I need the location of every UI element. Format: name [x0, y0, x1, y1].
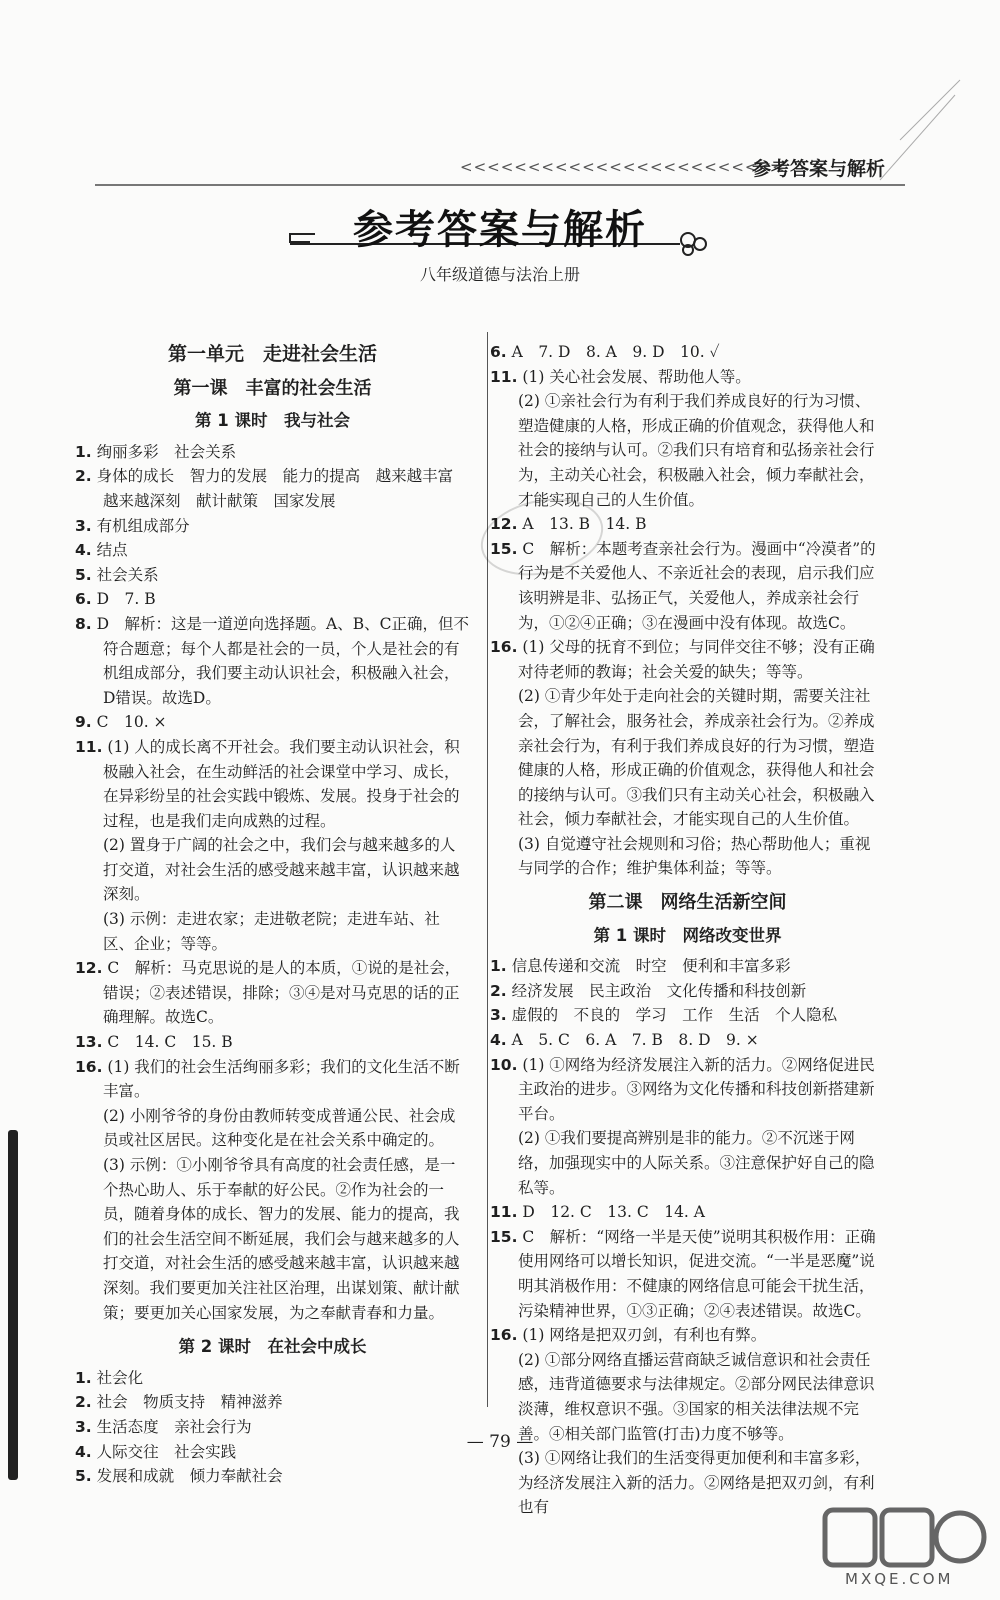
answer-text: C 解析：“网络一半是天使”说明其积极作用：正确使用网络可以增长知识，促进交流。“一半是恶魔”说明其消极作用：不健康的网络信息可能会干扰生活，污染精神世界，①③正确；②④表述错误。故选C。 [518, 1227, 876, 1320]
answer-number: 3. [75, 1417, 92, 1436]
answer-text: (1) 我们的社会生活绚丽多彩；我们的文化生活不断丰富。 [103, 1057, 460, 1101]
left-column [75, 340, 470, 1489]
answer-text: 身体的成长 智力的发展 能力的提高 越来越丰富 越来越深刻 献计献策 国家发展 [96, 467, 469, 510]
answer-item [75, 1440, 470, 1465]
answer-subitem: (2) ①亲社会行为有利于我们养成良好的行为习惯、塑造健康的人格，形成正确的价值观念，获得他人和社会的接纳与认可。②我们只有培育和弘扬亲社会行为，主动关心社会，积极融入社会，倾力奉献社会，才能实现自己的人生价值。 [518, 392, 875, 509]
answer-list [490, 340, 885, 881]
answer-text: (1) 网络是把双刃剑，有利也有弊。 [522, 1326, 767, 1345]
answer-subitem: (3) ①网络让我们的生活变得更加便利和丰富多彩，为经济发展注入新的活力。②网络是把双刃剑，有利也有 [518, 1449, 875, 1517]
answer-number: 11. [75, 737, 103, 756]
answer-text: 结点 [96, 541, 128, 560]
answer-text: (1) 父母的抚育不到位；与同伴交往不够；没有正确对待老师的教诲；社会关爱的缺失；等等。 [518, 638, 875, 681]
answer-text: A 13. B 14. B [522, 515, 647, 534]
period-heading: 第 2 课时 在社会中成长 [178, 1337, 367, 1357]
answer-item [490, 954, 885, 979]
answer-item [75, 612, 470, 710]
logo-text: MXQE.COM [845, 1570, 954, 1588]
header-arrows: <<<<<<<<<<<<<<<<<<<<<<<< [460, 158, 786, 176]
answer-subitem: (2) ①青少年处于走向社会的关键时期，需要关注社会，了解社会，服务社会，养成亲社会行为。②养成亲社会行为，有利于我们养成良好的行为习惯，塑造健康的人格，形成正确的价值观念，获得他人和社会的接纳与认可。③我们只有主动关心社会，积极融入社会，倾力奉献社会，才能实现自己的人生价值。 [518, 687, 875, 829]
subtitle: 八年级道德与法治上册 [419, 265, 580, 284]
answer-number: 11. [490, 367, 518, 386]
answer-item [75, 464, 470, 513]
answer-number: 10. [490, 1055, 518, 1074]
answer-text: 经济发展 民主政治 文化传播和科技创新 [511, 981, 807, 1000]
answer-number: 1. [490, 957, 507, 976]
answer-number: 8. [75, 614, 92, 633]
answer-number: 5. [75, 1467, 92, 1486]
answer-number: 5. [75, 565, 92, 584]
answer-item [75, 1415, 470, 1440]
header-title: 参考答案与解析 [752, 158, 886, 180]
answer-text: (1) 关心社会发展、帮助他人等。 [522, 367, 751, 386]
answer-number: 3. [490, 1006, 507, 1025]
answer-text: D 7. B [96, 590, 156, 609]
answer-item [75, 1055, 470, 1104]
lesson-heading: 第二课 网络生活新空间 [588, 892, 787, 914]
answer-number: 12. [490, 515, 518, 534]
answer-number: 16. [75, 1057, 103, 1076]
answer-item [75, 587, 470, 612]
answer-text: 社会关系 [96, 565, 159, 584]
answer-item [490, 1028, 885, 1053]
answer-subitem: (2) 置身于广阔的社会之中，我们会与越来越多的人打交道，对社会生活的感受越来越丰富，认识越来越深刻。 [103, 836, 460, 904]
answer-text: A 7. D 8. A 9. D 10. ✓ [511, 343, 720, 361]
answer-number: 9. [75, 713, 92, 732]
answer-number: 11. [490, 1203, 518, 1222]
answer-item [75, 710, 470, 735]
answer-item [490, 1225, 885, 1323]
lesson-heading: 第一课 丰富的社会生活 [173, 377, 372, 399]
answer-item [490, 1200, 885, 1225]
answer-text: 社会 物质支持 精神滋养 [96, 1393, 283, 1412]
answer-subitem: (3) 自觉遵守社会规则和习俗；热心帮助他人；重视与同学的合作；维护集体利益；等等。 [518, 834, 871, 878]
answer-text: 有机组成部分 [96, 516, 190, 535]
period-heading: 第 1 课时 我与社会 [195, 411, 350, 431]
answer-number: 15. [490, 539, 518, 558]
page-number: — 79 — [466, 1432, 534, 1452]
answer-text: D 12. C 13. C 14. A [522, 1203, 705, 1222]
answer-text: (1) 人的成长离不开社会。我们要主动认识社会，积极融入社会，在生动鲜活的社会课堂中学习、成长，在异彩纷呈的社会实践中锻炼、发展。投身于社会的过程，也是我们走向成熟的过程。 [103, 737, 460, 830]
unit-heading: 第一单元 走进社会生活 [167, 343, 377, 365]
answer-text: 发展和成就 倾力奉献社会 [96, 1467, 283, 1486]
answer-text: (1) ①网络为经济发展注入新的活力。②网络促进民主政治的进步。③网络为文化传播和科技创新搭建新平台。 [518, 1055, 875, 1123]
answer-text: C 解析：本题考查亲社会行为。漫画中“冷漠者”的行为是不关爱他人、不亲近社会的表现，启示我们应该明辨是非、弘扬正气，关爱他人，养成亲社会行为，①②④正确；③在漫画中没有体现。故选C。 [518, 539, 876, 632]
answer-number: 13. [75, 1033, 103, 1052]
answer-item [490, 979, 885, 1004]
answer-text: C 10. × [96, 713, 167, 732]
answer-number: 2. [75, 1393, 92, 1412]
answer-number: 3. [75, 516, 92, 535]
answer-number: 16. [490, 638, 518, 657]
answer-text: 社会化 [96, 1368, 144, 1387]
answer-subitem: (3) 示例：走进农家；走进敬老院；走进车站、社区、企业；等等。 [103, 910, 440, 953]
answer-item [490, 340, 885, 365]
answer-text: D 解析：这是一道逆向选择题。A、B、C正确，但不符合题意；每个人都是社会的一员，个人是社会的有机组成部分，我们要主动认识社会，积极融入社会，D错误。故选D。 [96, 614, 469, 707]
answer-item [75, 1390, 470, 1415]
answer-item [490, 1323, 885, 1348]
answer-item [75, 956, 470, 1030]
answer-number: 4. [75, 541, 92, 560]
answer-number: 2. [490, 981, 507, 1000]
column-divider [487, 332, 488, 1407]
answer-item [75, 735, 470, 833]
answer-item [490, 635, 885, 684]
answer-subitem: (2) ①我们要提高辨别是非的能力。②不沉迷于网络，加强现实中的人际关系。③注意保护好自己的隐私等。 [518, 1129, 875, 1197]
answer-item [75, 1030, 470, 1055]
answer-item [75, 1366, 470, 1391]
period-heading: 第 1 课时 网络改变世界 [593, 925, 782, 945]
answer-number: 12. [75, 959, 103, 978]
answer-item [75, 514, 470, 539]
answer-subitem: (2) ①部分网络直播运营商缺乏诚信意识和社会责任感，违背道德要求与法律规定。②部分网民法律意识淡薄，维权意识不强。③国家的相关法律法规不完善。④相关部门监管(打击)力度不够等。 [518, 1350, 875, 1443]
answer-item [490, 365, 885, 390]
answer-text: C 14. C 15. B [107, 1033, 233, 1052]
answer-text: 人际交往 社会实践 [96, 1442, 237, 1461]
answer-number: 1. [75, 442, 92, 461]
answer-item [75, 563, 470, 588]
answer-number: 6. [490, 343, 507, 361]
answer-text: 虚假的 不良的 学习 工作 生活 个人隐私 [511, 1006, 838, 1025]
answer-number: 6. [75, 590, 92, 609]
answer-list [75, 1366, 470, 1489]
answer-text: 生活态度 亲社会行为 [96, 1417, 252, 1436]
answer-number: 16. [490, 1326, 518, 1345]
scan-edge-mark [8, 1130, 18, 1480]
answer-number: 15. [490, 1227, 518, 1246]
answer-text: A 5. C 6. A 7. B 8. D 9. × [511, 1031, 759, 1050]
answer-number: 1. [75, 1368, 92, 1387]
answer-number: 4. [75, 1442, 92, 1461]
answer-number: 4. [490, 1031, 507, 1050]
answer-list [75, 440, 470, 1325]
answer-item [490, 1053, 885, 1127]
answer-text: C 解析：马克思说的是人的本质，①说的是社会，错误；②表述错误，排除；③④是对马克思的话的正确理解。故选C。 [103, 959, 461, 1027]
answer-text: 绚丽多彩 社会关系 [96, 442, 237, 461]
answer-item [75, 1464, 470, 1489]
answer-subitem: (3) 示例：①小刚爷爷具有高度的社会责任感，是一个热心助人、乐于奉献的好公民。②作为社会的一员，随着身体的成长、智力的发展、能力的提高，我们的社会生活空间不断延展，我们会与越来越多的人打交道，对社会生活的感受越来越丰富，认识越来越深刻。我们要更加关注社区治理，出谋划策、献计献策；要更加关心国家发展，为之奉献青春和力量。 [103, 1156, 460, 1322]
answer-subitem: (2) 小刚爷爷的身份由教师转变成普通公民、社会成员或社区居民。这种变化是在社会关系中确定的。 [103, 1106, 456, 1150]
answer-item [490, 1003, 885, 1028]
answer-item [75, 440, 470, 465]
main-title: 参考答案与解析 [353, 207, 647, 253]
answer-text: 信息传递和交流 时空 便利和丰富多彩 [511, 957, 791, 976]
answer-item [75, 538, 470, 563]
answer-number: 2. [75, 467, 92, 486]
header-rule [95, 184, 905, 186]
